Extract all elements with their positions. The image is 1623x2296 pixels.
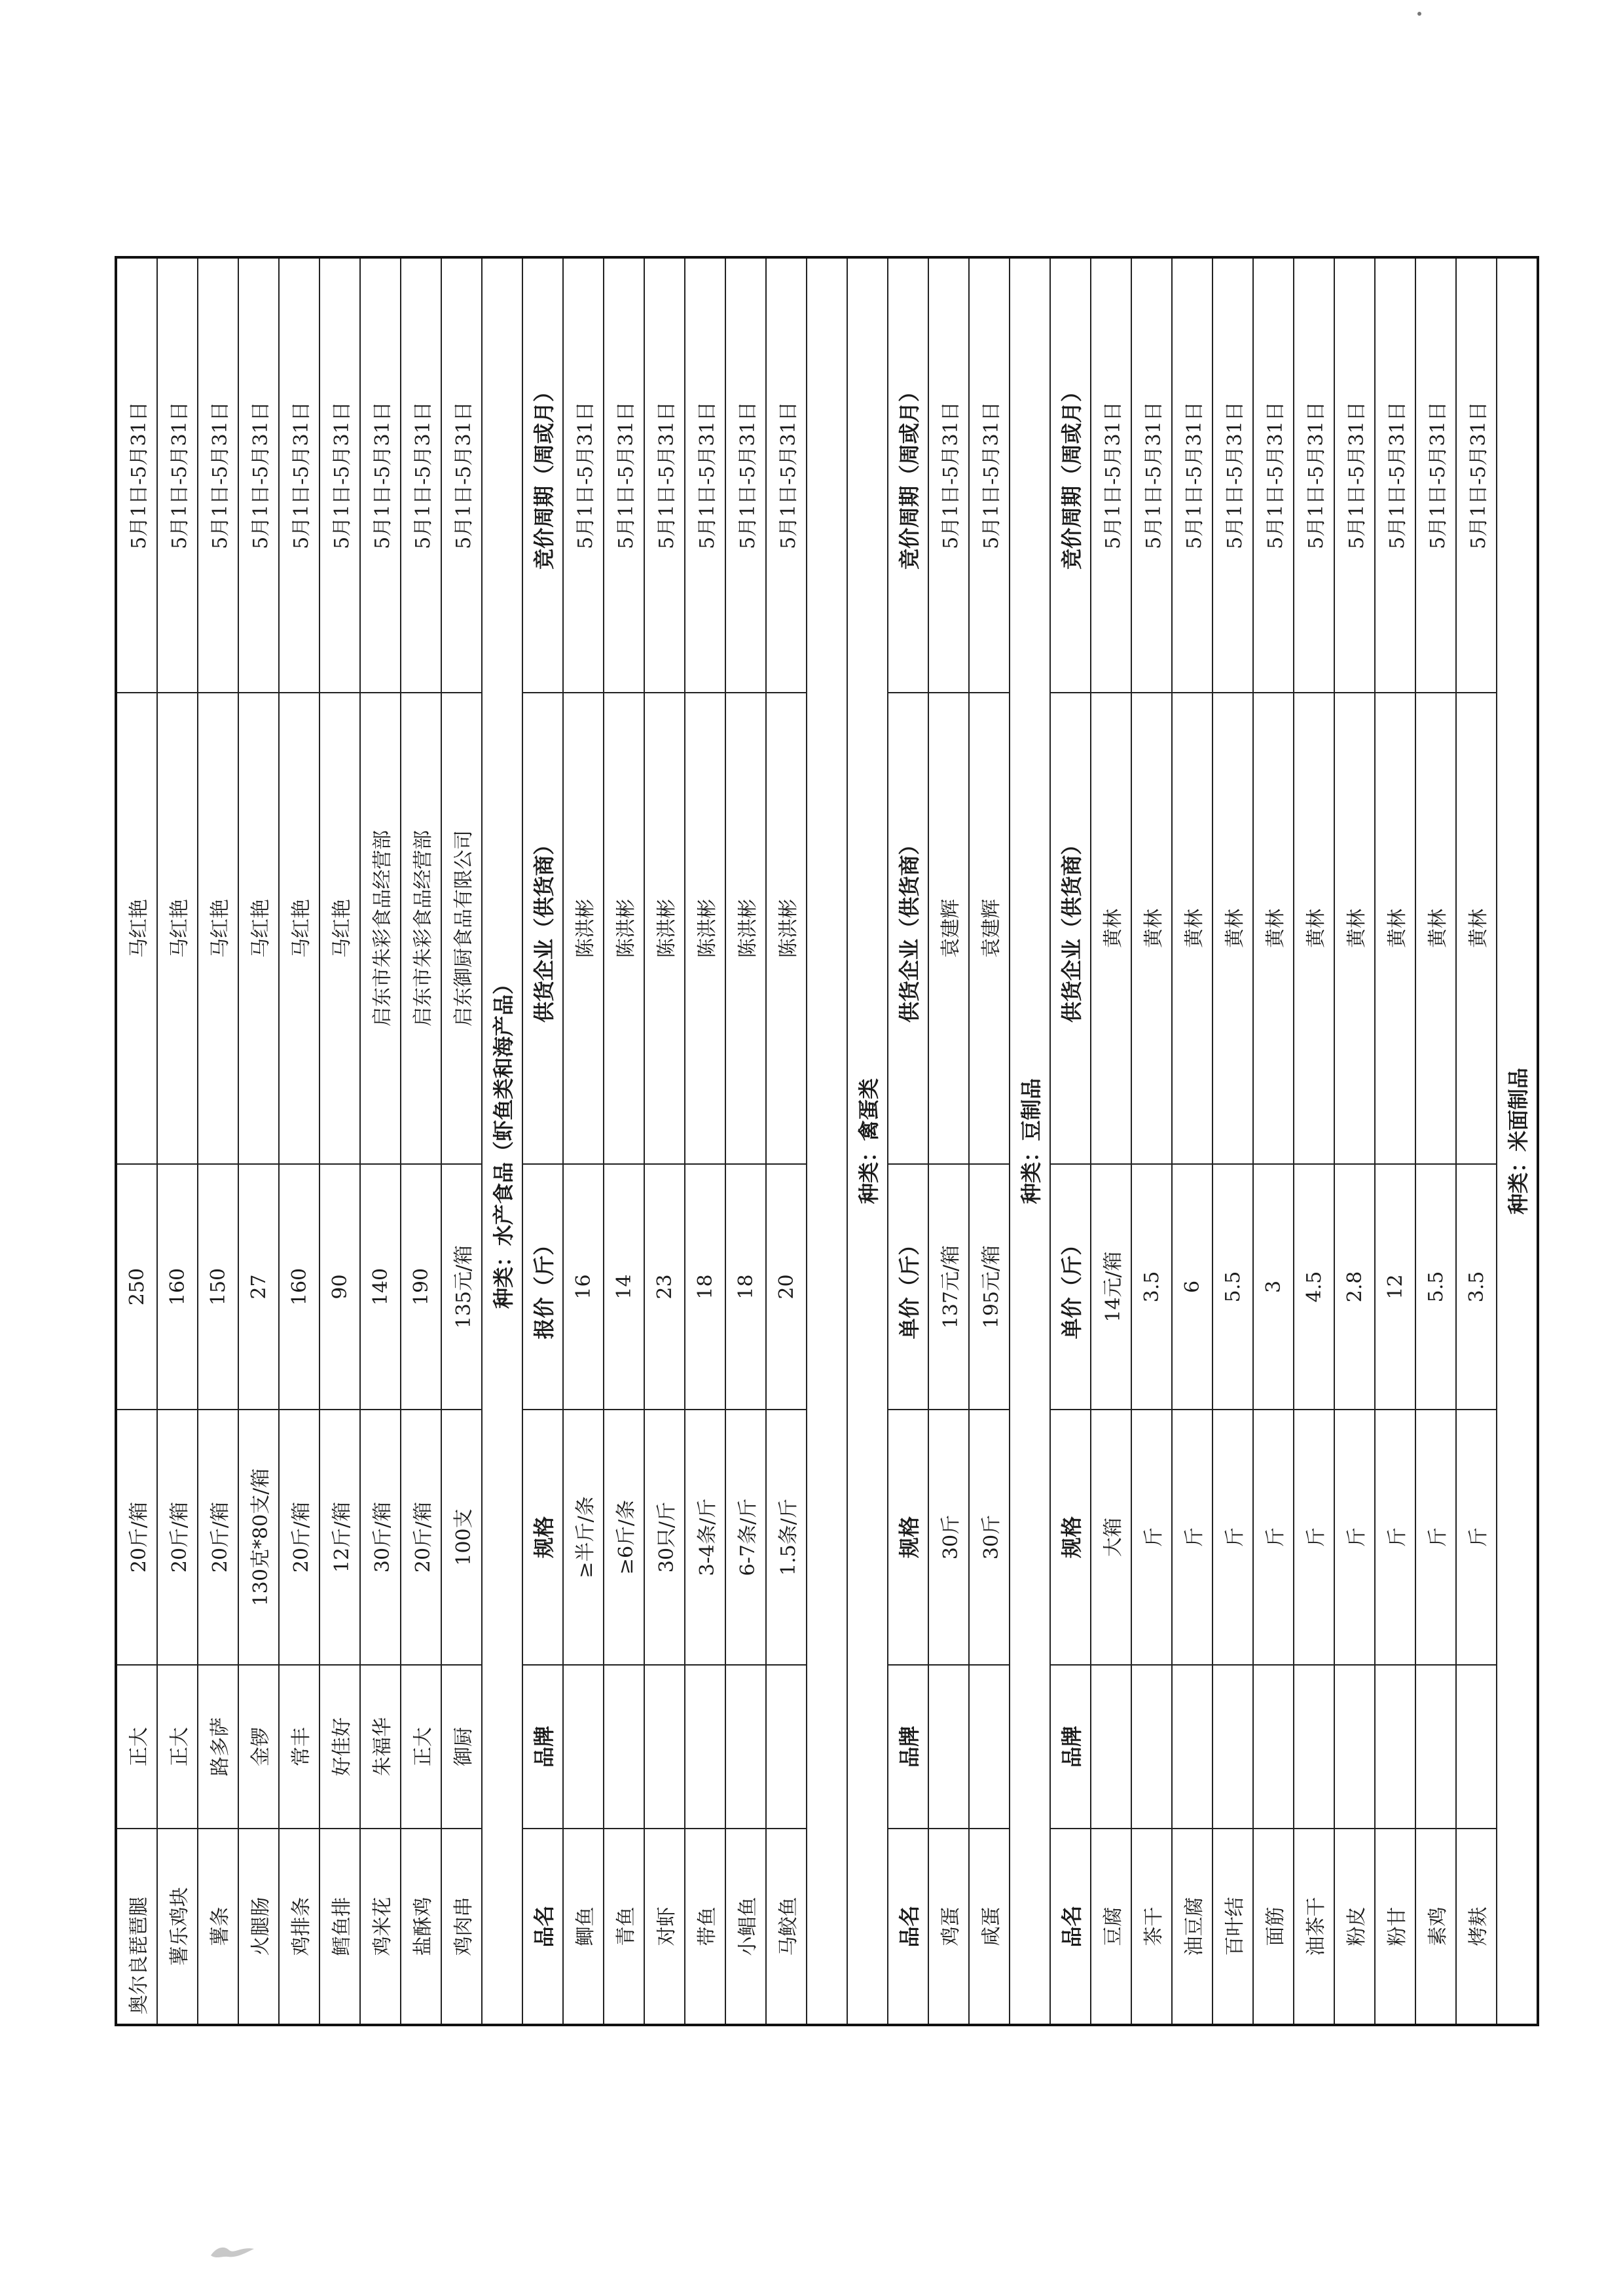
- table-cell: 咸蛋: [969, 1829, 1010, 2025]
- table-cell: 14元/箱: [1091, 1164, 1131, 1410]
- table-cell: 斤: [1172, 1410, 1213, 1665]
- table-cell: 黄林: [1294, 693, 1334, 1164]
- category-row-eggs: [847, 257, 888, 2025]
- table-cell: 青鱼: [604, 1829, 644, 2025]
- table-cell: 素鸡: [1415, 1829, 1456, 2025]
- table-cell: 面筋: [1253, 1829, 1294, 2025]
- table-cell: 金锣: [238, 1665, 279, 1829]
- table-cell: 陈洪彬: [644, 693, 685, 1164]
- table-cell: 160: [279, 1164, 319, 1410]
- table-cell: 竞价周期（周或月）: [522, 257, 563, 693]
- table-cell: 5月1日-5月31日: [1334, 257, 1375, 693]
- table-cell: 黄林: [1253, 693, 1294, 1164]
- table-cell: [1334, 1665, 1375, 1829]
- table-cell: 规格: [1050, 1410, 1091, 1665]
- table-row: [116, 257, 157, 2025]
- table-cell: 鸡蛋: [928, 1829, 969, 2025]
- header-row: [1050, 257, 1091, 2025]
- table-cell: 斤: [1415, 1410, 1456, 1665]
- table-cell: 30斤/箱: [360, 1410, 401, 1665]
- scan-smudge: [210, 2242, 255, 2261]
- table-cell: [1091, 1665, 1131, 1829]
- table-cell: 3: [1253, 1164, 1294, 1410]
- table-row: [279, 257, 319, 2025]
- table-cell: 20斤/箱: [401, 1410, 441, 1665]
- table-cell: 斤: [1294, 1410, 1334, 1665]
- table-cell: 鳕鱼排: [319, 1829, 360, 2025]
- table-cell: 马红艳: [157, 693, 198, 1164]
- table-cell: 规格: [522, 1410, 563, 1665]
- rotated-table-wrapper: [115, 259, 1531, 2026]
- table-cell: [928, 1665, 969, 1829]
- table-cell: 茶干: [1131, 1829, 1172, 2025]
- table-cell: 5月1日-5月31日: [1131, 257, 1172, 693]
- category-title: 种类：米面制品: [1497, 257, 1538, 2025]
- table-cell: 马红艳: [198, 693, 238, 1164]
- table-cell: 190: [401, 1164, 441, 1410]
- table-row: [725, 257, 766, 2025]
- table-cell: 供货企业（供货商）: [1050, 693, 1091, 1164]
- table-row: [1172, 257, 1213, 2025]
- table-row: [157, 257, 198, 2025]
- table-cell: 16: [563, 1164, 604, 1410]
- table-cell: 5月1日-5月31日: [401, 257, 441, 693]
- table-cell: 黄林: [1375, 693, 1415, 1164]
- header-row: [522, 257, 563, 2025]
- category-title: 种类：禽蛋类: [847, 257, 888, 2025]
- table-cell: 20斤/箱: [116, 1410, 157, 1665]
- table-cell: 单价（斤）: [1050, 1164, 1091, 1410]
- price-table: [115, 256, 1539, 2026]
- table-cell: 品牌: [1050, 1665, 1091, 1829]
- table-cell: 100支: [441, 1410, 482, 1665]
- table-cell: 正大: [116, 1665, 157, 1829]
- table-cell: 马红艳: [238, 693, 279, 1164]
- table-cell: 5月1日-5月31日: [685, 257, 725, 693]
- table-cell: 斤: [1253, 1410, 1294, 1665]
- table-cell: 150: [198, 1164, 238, 1410]
- table-row: [563, 257, 604, 2025]
- table-cell: 薯乐鸡块: [157, 1829, 198, 2025]
- table-cell: 20斤/箱: [279, 1410, 319, 1665]
- blank-cell: [807, 257, 847, 2025]
- table-cell: 5月1日-5月31日: [725, 257, 766, 693]
- table-row: [360, 257, 401, 2025]
- table-cell: 油豆腐: [1172, 1829, 1213, 2025]
- table-cell: [725, 1665, 766, 1829]
- table-cell: 5月1日-5月31日: [1456, 257, 1497, 693]
- scan-speck: [1417, 12, 1421, 16]
- table-cell: 6: [1172, 1164, 1213, 1410]
- table-row: [401, 257, 441, 2025]
- table-cell: 160: [157, 1164, 198, 1410]
- table-cell: 奥尔良琵琶腿: [116, 1829, 157, 2025]
- table-cell: 3-4条/斤: [685, 1410, 725, 1665]
- table-cell: 黄林: [1213, 693, 1253, 1164]
- table-cell: 品牌: [522, 1665, 563, 1829]
- table-cell: 140: [360, 1164, 401, 1410]
- table-cell: 启东御厨食品有限公司: [441, 693, 482, 1164]
- table-cell: 供货企业（供货商）: [522, 693, 563, 1164]
- table-row: [1213, 257, 1253, 2025]
- table-cell: 报价（斤）: [522, 1164, 563, 1410]
- table-row: [238, 257, 279, 2025]
- table-cell: 5月1日-5月31日: [969, 257, 1010, 693]
- table-cell: 规格: [888, 1410, 928, 1665]
- table-cell: 5月1日-5月31日: [157, 257, 198, 693]
- category-row-rice-flour: [1497, 257, 1538, 2025]
- table-row: [604, 257, 644, 2025]
- table-cell: 135元/箱: [441, 1164, 482, 1410]
- table-cell: [1294, 1665, 1334, 1829]
- table-cell: 137元/箱: [928, 1164, 969, 1410]
- table-cell: 27: [238, 1164, 279, 1410]
- table-cell: 30只/斤: [644, 1410, 685, 1665]
- table-cell: [1375, 1665, 1415, 1829]
- table-cell: [1456, 1665, 1497, 1829]
- table-cell: 陈洪彬: [604, 693, 644, 1164]
- table-row: [1253, 257, 1294, 2025]
- table-cell: 陈洪彬: [563, 693, 604, 1164]
- table-cell: 6-7条/斤: [725, 1410, 766, 1665]
- table-cell: 4.5: [1294, 1164, 1334, 1410]
- table-cell: 5.5: [1415, 1164, 1456, 1410]
- table-row: [1415, 257, 1456, 2025]
- table-cell: 90: [319, 1164, 360, 1410]
- table-cell: 5月1日-5月31日: [563, 257, 604, 693]
- table-row: [1456, 257, 1497, 2025]
- table-row: [198, 257, 238, 2025]
- table-cell: 5月1日-5月31日: [1172, 257, 1213, 693]
- table-cell: 大箱: [1091, 1410, 1131, 1665]
- table-cell: 陈洪彬: [725, 693, 766, 1164]
- table-row: [1131, 257, 1172, 2025]
- table-cell: 18: [725, 1164, 766, 1410]
- table-cell: 陈洪彬: [766, 693, 807, 1164]
- table-row: [1375, 257, 1415, 2025]
- table-cell: ≥6斤/条: [604, 1410, 644, 1665]
- table-cell: 袁建辉: [969, 693, 1010, 1164]
- header-row: [888, 257, 928, 2025]
- price-table-sheet: [115, 259, 1531, 2026]
- table-cell: [563, 1665, 604, 1829]
- table-cell: 20: [766, 1164, 807, 1410]
- table-cell: 5月1日-5月31日: [198, 257, 238, 693]
- table-cell: 品名: [888, 1829, 928, 2025]
- table-row: [1334, 257, 1375, 2025]
- table-cell: 马鲛鱼: [766, 1829, 807, 2025]
- table-cell: 鸡肉串: [441, 1829, 482, 2025]
- table-cell: 鲫鱼: [563, 1829, 604, 2025]
- table-row: [685, 257, 725, 2025]
- table-cell: 马红艳: [279, 693, 319, 1164]
- table-cell: [1131, 1665, 1172, 1829]
- table-cell: 5月1日-5月31日: [604, 257, 644, 693]
- table-cell: 启东市朱彩食品经营部: [360, 693, 401, 1164]
- table-cell: 20斤/箱: [198, 1410, 238, 1665]
- blank-row: [807, 257, 847, 2025]
- category-row-aquatic: [482, 257, 522, 2025]
- table-cell: 黄林: [1091, 693, 1131, 1164]
- table-cell: 5月1日-5月31日: [116, 257, 157, 693]
- table-cell: 5月1日-5月31日: [1091, 257, 1131, 693]
- table-cell: 5月1日-5月31日: [238, 257, 279, 693]
- table-cell: 5月1日-5月31日: [766, 257, 807, 693]
- table-cell: 御厨: [441, 1665, 482, 1829]
- table-cell: 粉甘: [1375, 1829, 1415, 2025]
- table-cell: 常丰: [279, 1665, 319, 1829]
- price-table-body: [116, 257, 1538, 2025]
- table-cell: 对虾: [644, 1829, 685, 2025]
- table-cell: [685, 1665, 725, 1829]
- table-cell: 斤: [1456, 1410, 1497, 1665]
- table-cell: [1172, 1665, 1213, 1829]
- table-cell: 18: [685, 1164, 725, 1410]
- category-title: 种类：豆制品: [1010, 257, 1050, 2025]
- table-cell: 斤: [1375, 1410, 1415, 1665]
- table-cell: 195元/箱: [969, 1164, 1010, 1410]
- table-cell: 鸡米花: [360, 1829, 401, 2025]
- table-cell: 品名: [522, 1829, 563, 2025]
- table-cell: 小鲳鱼: [725, 1829, 766, 2025]
- table-cell: 黄林: [1456, 693, 1497, 1164]
- table-cell: 5月1日-5月31日: [319, 257, 360, 693]
- table-cell: 5月1日-5月31日: [1415, 257, 1456, 693]
- table-cell: [604, 1665, 644, 1829]
- table-cell: 供货企业（供货商）: [888, 693, 928, 1164]
- category-row-tofu: [1010, 257, 1050, 2025]
- table-cell: 品名: [1050, 1829, 1091, 2025]
- table-cell: 竞价周期（周或月）: [888, 257, 928, 693]
- table-cell: 5月1日-5月31日: [1253, 257, 1294, 693]
- table-row: [1091, 257, 1131, 2025]
- table-cell: 14: [604, 1164, 644, 1410]
- table-cell: 5月1日-5月31日: [644, 257, 685, 693]
- table-cell: 5月1日-5月31日: [360, 257, 401, 693]
- table-cell: 黄林: [1131, 693, 1172, 1164]
- table-cell: [766, 1665, 807, 1829]
- table-cell: 薯条: [198, 1829, 238, 2025]
- table-cell: 火腿肠: [238, 1829, 279, 2025]
- table-cell: 正大: [401, 1665, 441, 1829]
- table-row: [441, 257, 482, 2025]
- table-cell: 3.5: [1131, 1164, 1172, 1410]
- table-cell: 黄林: [1415, 693, 1456, 1164]
- table-cell: 路多萨: [198, 1665, 238, 1829]
- table-cell: 5月1日-5月31日: [928, 257, 969, 693]
- table-cell: [969, 1665, 1010, 1829]
- table-cell: [1415, 1665, 1456, 1829]
- table-cell: 马红艳: [116, 693, 157, 1164]
- table-cell: 鸡排条: [279, 1829, 319, 2025]
- table-cell: 豆腐: [1091, 1829, 1131, 2025]
- table-cell: 250: [116, 1164, 157, 1410]
- table-cell: 2.8: [1334, 1164, 1375, 1410]
- table-cell: 斤: [1213, 1410, 1253, 1665]
- table-cell: ≥半斤/条: [563, 1410, 604, 1665]
- table-cell: 正大: [157, 1665, 198, 1829]
- table-row: [766, 257, 807, 2025]
- table-cell: 斤: [1334, 1410, 1375, 1665]
- table-row: [969, 257, 1010, 2025]
- table-cell: 5月1日-5月31日: [1375, 257, 1415, 693]
- table-cell: 袁建辉: [928, 693, 969, 1164]
- table-cell: [1213, 1665, 1253, 1829]
- table-cell: [644, 1665, 685, 1829]
- table-cell: 黄林: [1172, 693, 1213, 1164]
- table-cell: 油茶干: [1294, 1829, 1334, 2025]
- table-cell: 5月1日-5月31日: [441, 257, 482, 693]
- table-cell: 30斤: [928, 1410, 969, 1665]
- table-cell: 烤麸: [1456, 1829, 1497, 2025]
- table-cell: 5月1日-5月31日: [1294, 257, 1334, 693]
- table-cell: 百叶结: [1213, 1829, 1253, 2025]
- table-cell: 3.5: [1456, 1164, 1497, 1410]
- table-row: [928, 257, 969, 2025]
- table-cell: 盐酥鸡: [401, 1829, 441, 2025]
- table-cell: 5月1日-5月31日: [279, 257, 319, 693]
- table-cell: 好佳好: [319, 1665, 360, 1829]
- table-cell: 斤: [1131, 1410, 1172, 1665]
- table-cell: 30斤: [969, 1410, 1010, 1665]
- table-cell: 20斤/箱: [157, 1410, 198, 1665]
- table-cell: 陈洪彬: [685, 693, 725, 1164]
- table-cell: [1253, 1665, 1294, 1829]
- table-cell: 带鱼: [685, 1829, 725, 2025]
- table-row: [644, 257, 685, 2025]
- table-cell: 23: [644, 1164, 685, 1410]
- table-cell: 130克*80支/箱: [238, 1410, 279, 1665]
- table-cell: 启东市朱彩食品经营部: [401, 693, 441, 1164]
- table-row: [1294, 257, 1334, 2025]
- table-cell: 品牌: [888, 1665, 928, 1829]
- table-cell: 粉皮: [1334, 1829, 1375, 2025]
- table-cell: 12斤/箱: [319, 1410, 360, 1665]
- table-cell: 单价（斤）: [888, 1164, 928, 1410]
- table-cell: 5月1日-5月31日: [1213, 257, 1253, 693]
- category-title: 种类：水产食品（虾鱼类和海产品）: [482, 257, 522, 2025]
- table-cell: 12: [1375, 1164, 1415, 1410]
- table-cell: 朱福华: [360, 1665, 401, 1829]
- table-cell: 黄林: [1334, 693, 1375, 1164]
- table-cell: 1.5条/斤: [766, 1410, 807, 1665]
- table-cell: 马红艳: [319, 693, 360, 1164]
- table-cell: 竞价周期（周或月）: [1050, 257, 1091, 693]
- table-cell: 5.5: [1213, 1164, 1253, 1410]
- table-row: [319, 257, 360, 2025]
